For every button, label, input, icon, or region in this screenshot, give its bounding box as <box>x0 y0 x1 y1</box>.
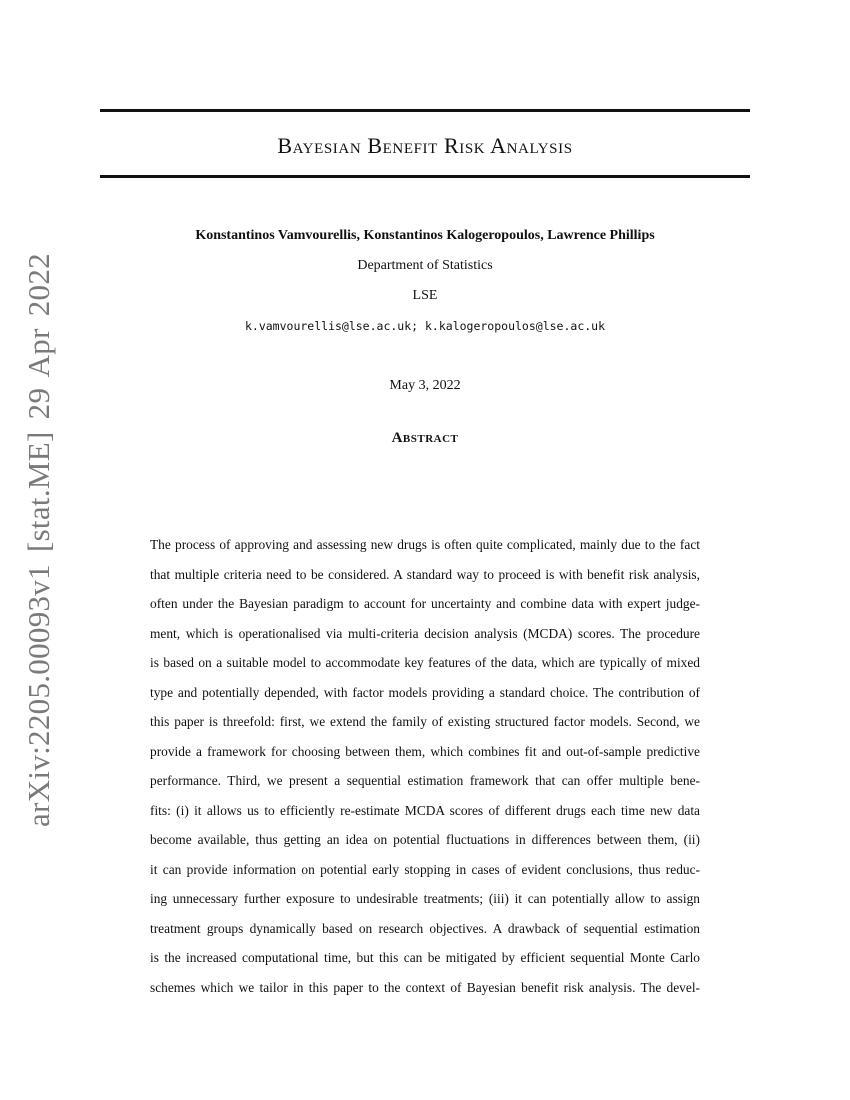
abstract-line: fits: (i) it allows us to efficiently re-estimate MCDA scores of different drugs each time new data <box>150 802 700 818</box>
abstract-line: it can provide information on potential early stopping in cases of evident conclusions, thus reduc- <box>150 861 700 877</box>
department: Department of Statistics <box>357 258 493 273</box>
abstract-body <box>150 530 700 1002</box>
abstract-line: type and potentially depended, with factor models providing a standard choice. The contribution of <box>150 684 700 700</box>
paper-date: May 3, 2022 <box>389 378 461 393</box>
institution: LSE <box>412 288 438 303</box>
abstract-line: become available, thus getting an idea on potential fluctuations in differences between them, (ii) <box>150 832 700 847</box>
paper-title: Bayesian Benefit Risk Analysis <box>277 133 573 158</box>
author-emails: k.vamvourellis@lse.ac.uk; k.kalogeropoulos@lse.ac.uk <box>244 319 606 333</box>
abstract-line: that multiple criteria need to be considered. A standard way to proceed is with benefit risk analysis, <box>150 566 700 582</box>
abstract-heading: Abstract <box>391 430 459 446</box>
title-bottom-rule <box>100 175 750 178</box>
title-top-rule <box>100 109 750 112</box>
author-list: Konstantinos Vamvourellis, Konstantinos Kalogeropoulos, Lawrence Phillips <box>195 228 655 243</box>
abstract-line: The process of approving and assessing new drugs is often quite complicated, mainly due to the fact <box>150 537 700 552</box>
abstract-line: provide a framework for choosing between them, which combines fit and out-of-sample predictive <box>150 743 700 759</box>
abstract-line: ing unnecessary further exposure to undesirable treatments; (iii) it can potentially allow to assign <box>150 891 700 906</box>
abstract-line: schemes which we tailor in this paper to the context of Bayesian benefit risk analysis. The devel- <box>150 979 700 995</box>
arxiv-side-stamp: arXiv:2205.00093v1 [stat.ME] 29 Apr 2022 <box>21 253 56 827</box>
abstract-line: is based on a suitable model to accommodate key features of the data, which are typically of mixed <box>150 655 700 670</box>
abstract-line: treatment groups dynamically based on research objectives. A drawback of sequential estimation <box>150 920 700 936</box>
abstract-line: this paper is threefold: first, we extend the family of existing structured factor models. Second, we <box>150 714 700 729</box>
abstract-line: ment, which is operationalised via multi-criteria decision analysis (MCDA) scores. The procedure <box>150 625 700 641</box>
abstract-line: often under the Bayesian paradigm to account for uncertainty and combine data with expert judge- <box>150 596 700 611</box>
abstract-line: performance. Third, we present a sequential estimation framework that can offer multiple bene- <box>150 773 700 788</box>
abstract-line: is the increased computational time, but this can be mitigated by efficient sequential Monte Carlo <box>150 950 700 965</box>
